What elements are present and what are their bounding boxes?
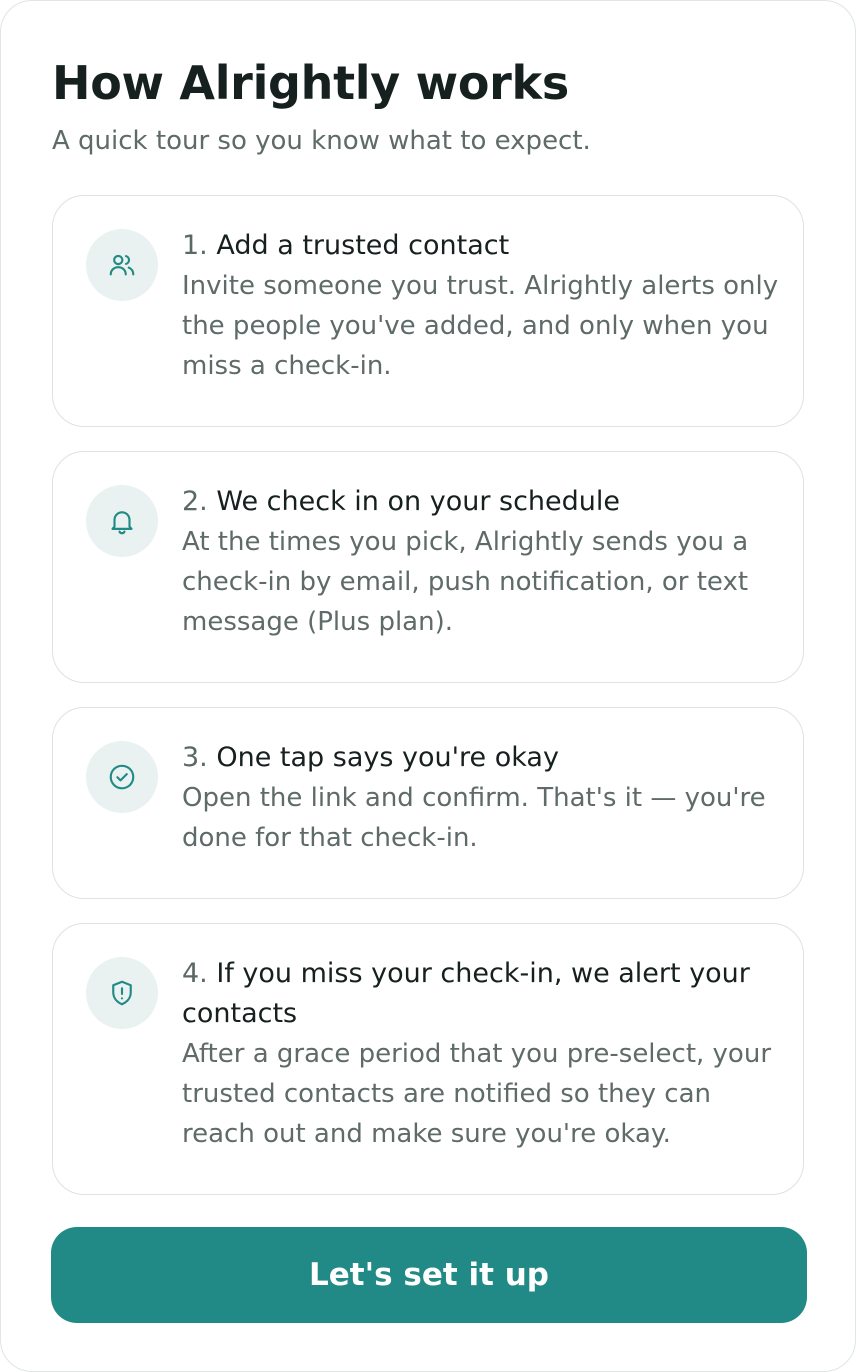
step-number-2: 2. (182, 486, 208, 517)
step-number-3: 3. (182, 742, 208, 773)
shield-alert-icon (86, 957, 158, 1029)
step-title-text-2: We check in on your schedule (216, 486, 621, 517)
step-card-1 (52, 195, 804, 427)
step-number-4: 4. (182, 958, 208, 989)
check-circle-icon (86, 741, 158, 813)
step-title-text-4: If you miss your check-in, we alert your contacts (182, 958, 750, 1029)
step-number-1: 1. (182, 230, 208, 261)
step-title-3 (182, 738, 782, 778)
step-title-text-3: One tap says you're okay (216, 742, 559, 773)
step-description-3: Open the link and confirm. That's it — you're done for that check-in. (182, 783, 766, 853)
step-card-2 (52, 451, 804, 683)
setup-button[interactable]: Let's set it up (51, 1227, 807, 1323)
users-icon (86, 229, 158, 301)
step-title-text-1: Add a trusted contact (216, 230, 510, 261)
step-title-4 (182, 954, 782, 1034)
bell-icon (86, 485, 158, 557)
step-title-2 (182, 482, 782, 522)
step-description-2: At the times you pick, Alrightly sends you a check-in by email, push notification, or text message (Plus plan). (182, 527, 749, 637)
step-title-1 (182, 226, 782, 266)
step-description-1: Invite someone you trust. Alrightly alerts only the people you've added, and only when you miss a check-in. (182, 271, 779, 381)
page-title: How Alrightly works (52, 56, 569, 110)
step-card-4 (52, 923, 804, 1195)
step-description-4: After a grace period that you pre-select, your trusted contacts are notified so they can reach out and make sure you're okay. (182, 1039, 772, 1149)
step-card-3 (52, 707, 804, 899)
page-subtitle: A quick tour so you know what to expect. (52, 126, 591, 156)
